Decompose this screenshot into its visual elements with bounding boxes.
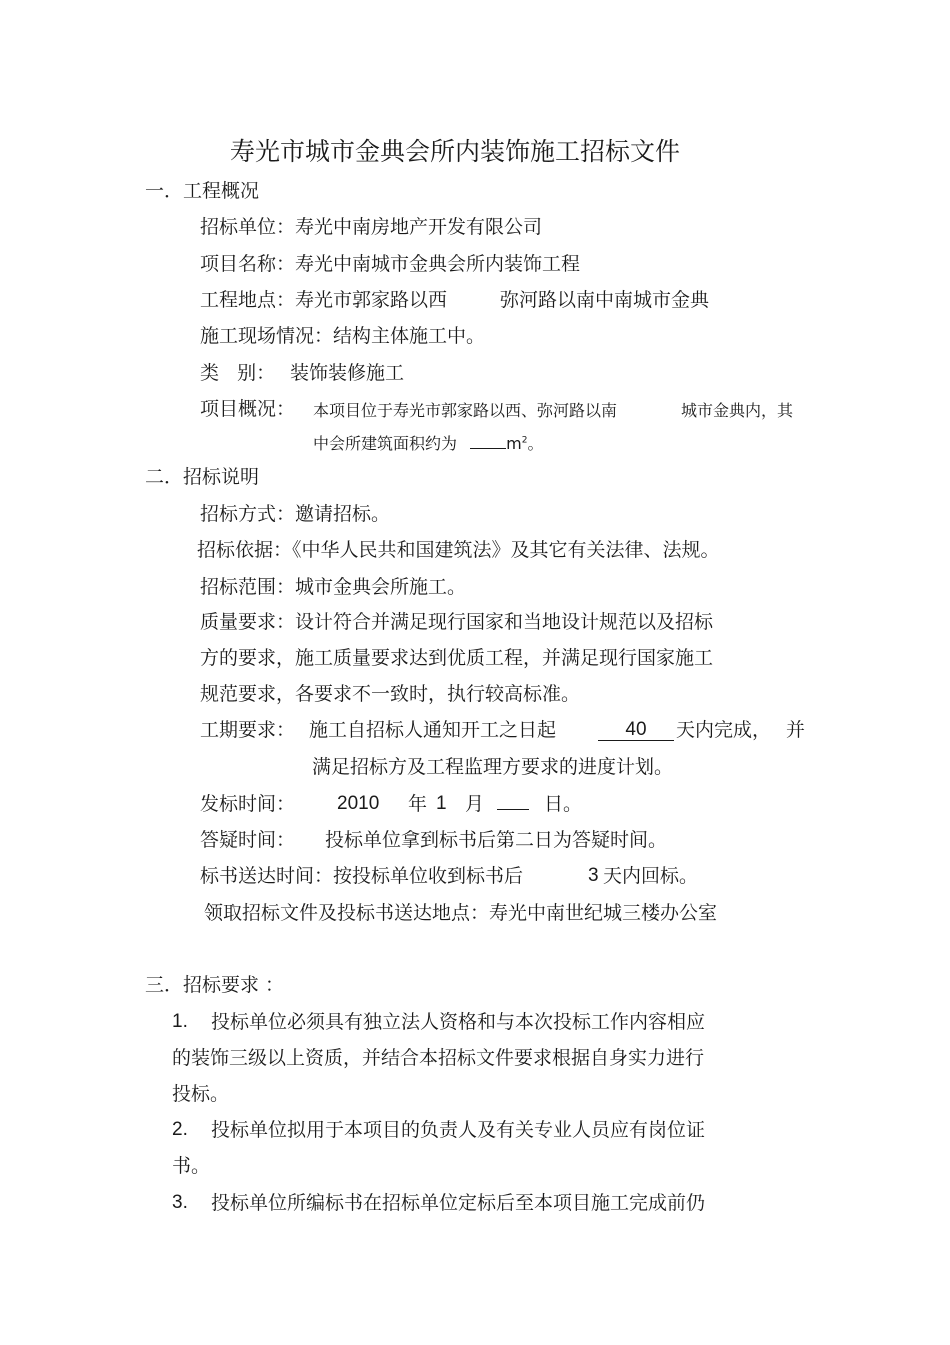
issue-day-unit: 日。: [544, 793, 583, 815]
period-line2: 满足招标方及工程监理方要求的进度计划。: [312, 756, 674, 778]
tender-unit-value: 寿光中南房地产开发有限公司: [295, 216, 543, 238]
requirement-2-line2: 书。: [172, 1155, 211, 1177]
requirement-1-line1: 投标单位必须具有独立法人资格和与本次投标工作内容相应: [211, 1011, 706, 1033]
project-overview-area-text: 中会所建筑面积约为: [313, 434, 458, 453]
requirement-3-number: 3.: [172, 1192, 188, 1213]
period-text-b: 天内完成，: [676, 719, 772, 741]
period-text-c: 并: [786, 719, 806, 741]
submit-time-label: 标书送达时间：按投标单位收到标书后: [200, 865, 524, 887]
document-title: 寿光市城市金典会所内装饰施工招标文件: [230, 137, 681, 166]
section-2-heading: 二．招标说明: [145, 466, 260, 488]
project-name-label: 项目名称：: [200, 253, 296, 275]
issue-year: 2010: [337, 793, 380, 814]
issue-month: 1: [436, 793, 447, 814]
section-1-heading: 一．工程概况: [145, 180, 260, 202]
document-pickup-place: 领取招标文件及投标书送达地点：寿光中南世纪城三楼办公室: [204, 902, 718, 924]
site-status-value: 结构主体施工中。: [333, 325, 486, 347]
section-3-heading: 三．招标要求 ：: [145, 974, 285, 996]
area-blank-field: [470, 448, 506, 449]
issue-day-value: [497, 809, 529, 810]
tender-unit-line: [200, 215, 542, 239]
tender-method: 招标方式：邀请招标。: [200, 503, 391, 525]
qa-time-label: 答疑时间：: [200, 829, 296, 851]
period-text-a: 施工自招标人通知开工之日起: [309, 719, 557, 741]
requirement-3-line1: 投标单位所编标书在招标单位定标后至本项目施工完成前仍: [211, 1192, 706, 1214]
area-unit-superscript: 2: [521, 435, 528, 446]
submit-time-tail: 天内回标。: [603, 865, 699, 887]
issue-day-field: [497, 792, 529, 816]
quality-requirement-line1: 质量要求：设计符合并满足现行国家和当地设计规范以及招标: [200, 611, 714, 633]
area-end-mark: 。: [527, 434, 544, 453]
requirement-2-line1: 投标单位拟用于本项目的负责人及有关专业人员应有岗位证: [211, 1119, 706, 1141]
category-value: 装饰装修施工: [290, 362, 405, 384]
issue-time-label: 发标时间：: [200, 793, 296, 815]
issue-month-unit: 月: [465, 793, 485, 815]
project-overview-line2: [313, 432, 543, 456]
area-unit: m: [506, 434, 522, 453]
quality-requirement-line2: 方的要求，施工质量要求达到优质工程，并满足现行国家施工: [200, 647, 714, 669]
qa-time-value: 投标单位拿到标书后第二日为答疑时间。: [325, 829, 668, 851]
site-status-line: [200, 324, 485, 348]
project-location-value-b: 弥河路以南中南城市金典: [500, 289, 710, 311]
project-name-line: [200, 252, 580, 276]
project-location-line: [200, 288, 447, 312]
tender-basis: 招标依据：《中华人民共和国建筑法》及其它有关法律、法规。: [197, 539, 720, 561]
requirement-1-line3: 投标。: [172, 1083, 230, 1105]
project-name-value: 寿光中南城市金典会所内装饰工程: [295, 253, 581, 275]
requirement-2-number: 2.: [172, 1119, 188, 1140]
project-overview-line1-b: 城市金典内，其: [681, 401, 794, 420]
site-status-label: 施工现场情况：: [200, 325, 334, 347]
project-location-value-a: 寿光市郭家路以西: [295, 289, 448, 311]
project-overview-label: 项目概况：: [200, 398, 296, 420]
period-label: 工期要求：: [200, 719, 296, 741]
period-days-field: [598, 718, 674, 742]
category-label: 类 别：: [200, 362, 276, 384]
submit-days: 3: [588, 865, 599, 886]
issue-year-unit: 年: [408, 793, 428, 815]
tender-unit-label: 招标单位：: [200, 216, 296, 238]
period-days-value: 40: [598, 720, 674, 741]
project-location-label: 工程地点：: [200, 289, 296, 311]
tender-scope: 招标范围：城市金典会所施工。: [200, 576, 467, 598]
requirement-1-number: 1.: [172, 1011, 188, 1032]
project-overview-line1-a: 本项目位于寿光市郭家路以西、弥河路以南: [313, 401, 618, 420]
requirement-1-line2: 的装饰三级以上资质，并结合本招标文件要求根据自身实力进行: [172, 1047, 705, 1069]
quality-requirement-line3: 规范要求，各要求不一致时，执行较高标准。: [200, 683, 581, 705]
